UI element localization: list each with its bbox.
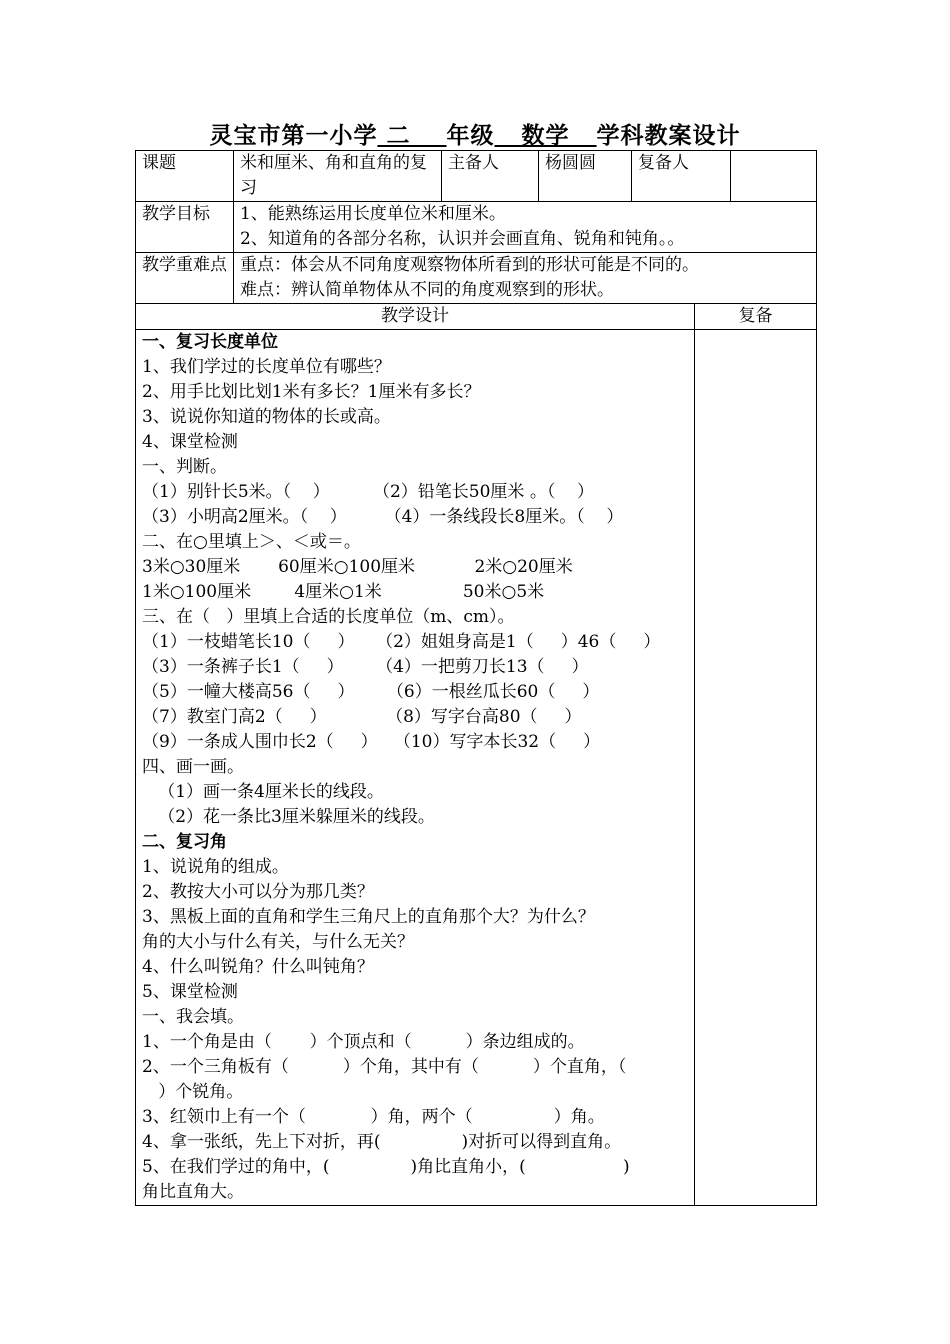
goals-content	[234, 202, 817, 253]
goal-line: 1、能熟练运用长度单位米和厘米。	[240, 204, 506, 224]
main-prep-label: 主备人	[442, 151, 539, 202]
subject-value: 数学	[521, 123, 570, 149]
design-line: （1）画一条4厘米长的线段。	[142, 782, 384, 802]
review-content	[695, 330, 817, 1206]
grade-value: 二	[386, 123, 411, 149]
key-points-content	[234, 253, 817, 304]
design-line: 2、一个三角板有（ ）个角，其中有（ ）个直角，（	[142, 1057, 627, 1077]
design-line: 4、什么叫锐角？什么叫钝角？	[142, 957, 374, 977]
design-line: 5、课堂检测	[142, 982, 238, 1002]
topic-value: 米和厘米、角和直角的复习	[234, 151, 442, 202]
design-header: 教学设计	[136, 304, 695, 330]
design-line: （1）别针长5米。（ ） （2）铅笔长50厘米 。（ ）	[142, 482, 594, 502]
key-points-label: 教学重难点	[136, 253, 234, 304]
lesson-plan-table	[135, 150, 817, 1206]
design-line: 1、我们学过的长度单位有哪些？	[142, 357, 391, 377]
design-content	[136, 330, 695, 1206]
design-line: 角的大小与什么有关，与什么无关？	[142, 932, 414, 952]
section-heading: 一、复习长度单位	[142, 332, 278, 352]
design-line: 四、画一画。	[142, 757, 244, 777]
design-line: 2、教按大小可以分为那几类？	[142, 882, 374, 902]
page-title	[0, 122, 950, 150]
school-name: 灵宝市第一小学	[209, 123, 378, 149]
goals-label: 教学目标	[136, 202, 234, 253]
design-line: 1、一个角是由（ ）个顶点和（ ）条边组成的。	[142, 1032, 585, 1052]
design-line: （7）教室门高2（ ） （8）写字台高80（ ）	[142, 707, 582, 727]
key-point-line: 难点：辨认简单物体从不同的角度观察到的形状。	[240, 280, 614, 300]
design-line: （3）一条裤子长1（ ） （4）一把剪刀长13（ ）	[142, 657, 589, 677]
design-line: （9）一条成人围巾长2（ ） （10）写字本长32（ ）	[142, 732, 601, 752]
topic-label: 课题	[136, 151, 234, 202]
grade-suffix: 年级	[446, 123, 495, 149]
design-line: （3）小明高2厘米。（ ） （4）一条线段长8厘米。（ ）	[142, 507, 624, 527]
design-line: 3米○30厘米 60厘米○100厘米 2米○20厘米	[142, 557, 573, 577]
co-prep-label: 复备人	[632, 151, 731, 202]
design-line: 5、在我们学过的角中，( )角比直角小，( )	[142, 1157, 630, 1177]
design-line: 1米○100厘米 4厘米○1米 50米○5米	[142, 582, 545, 602]
design-line: （5）一幢大楼高56（ ） （6）一根丝瓜长60（ ）	[142, 682, 600, 702]
section-heading: 二、复习角	[142, 832, 227, 852]
key-point-line: 重点：体会从不同角度观察物体所看到的形状可能是不同的。	[240, 255, 699, 275]
design-line: 4、课堂检测	[142, 432, 238, 452]
design-line: 2、用手比划比划1米有多长？1厘米有多长？	[142, 382, 481, 402]
design-line: （2）花一条比3厘米躲厘米的线段。	[142, 807, 435, 827]
goal-line: 2、知道角的各部分名称，认识并会画直角、锐角和钝角。。	[240, 229, 685, 249]
design-line: 三、在（ ）里填上合适的长度单位（m、cm）。	[142, 607, 515, 627]
design-line: 一、判断。	[142, 457, 227, 477]
design-line: 3、红领巾上有一个（ ）角，两个（ ）角。	[142, 1107, 605, 1127]
subject-suffix: 学科教案设计	[596, 123, 741, 149]
design-line: 二、在○里填上＞、＜或＝。	[142, 532, 361, 552]
design-line: 1、说说角的组成。	[142, 857, 289, 877]
design-line: 3、说说你知道的物体的长或高。	[142, 407, 391, 427]
review-header: 复备	[695, 304, 817, 330]
main-prep-value: 杨圆圆	[539, 151, 632, 202]
design-line: ）个锐角。	[142, 1082, 244, 1102]
design-line: 角比直角大。	[142, 1182, 244, 1202]
design-line: 3、黑板上面的直角和学生三角尺上的直角那个大？为什么？	[142, 907, 595, 927]
design-line: 4、拿一张纸，先上下对折，再( )对折可以得到直角。	[142, 1132, 622, 1152]
design-line: 一、我会填。	[142, 1007, 244, 1027]
design-line: （1）一枝蜡笔长10（ ） （2）姐姐身高是1（ ）46（ ）	[142, 632, 661, 652]
co-prep-value	[731, 151, 817, 202]
